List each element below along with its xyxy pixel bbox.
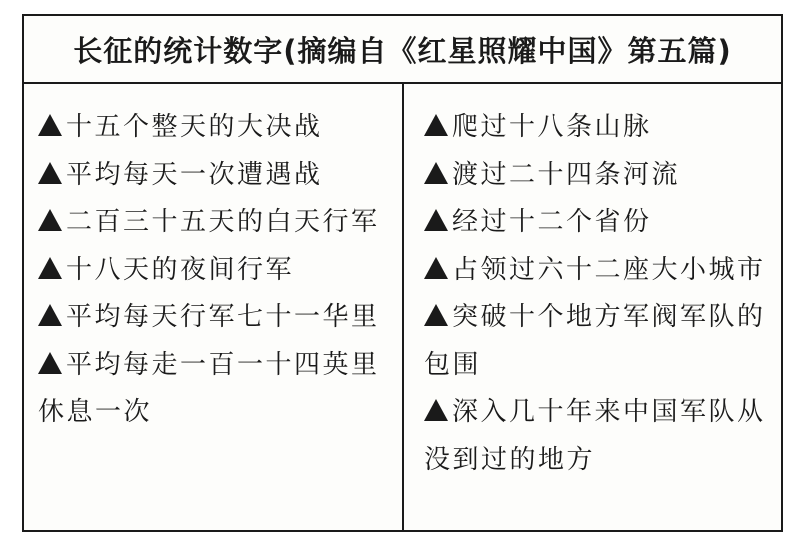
triangle-bullet-icon [424,162,448,184]
list-item: 渡过二十四条河流 [424,152,775,200]
table-title: 长征的统计数字(摘编自《红星照耀中国》第五篇) [24,16,781,84]
list-item: 经过十二个省份 [424,199,775,247]
list-item: 二百三十五天的白天行军 [38,199,396,247]
triangle-bullet-icon [38,114,62,136]
triangle-bullet-icon [424,257,448,279]
list-item: 平均每天行军七十一华里 [38,294,396,342]
list-item: 十五个整天的大决战 [38,104,396,152]
triangle-bullet-icon [38,209,62,231]
triangle-bullet-icon [424,114,448,136]
right-column [404,84,781,530]
list-item: 平均每天一次遭遇战 [38,152,396,200]
triangle-bullet-icon [38,257,62,279]
list-item: 平均每走一百一十四英里休息一次 [38,349,380,427]
list-item: 占领过六十二座大小城市 [424,247,775,295]
left-column [24,84,404,530]
list-item: 爬过十八条山脉 [424,104,775,152]
list-item: 深入几十年来中国军队从没到过的地方 [424,397,766,475]
triangle-bullet-icon [38,162,62,184]
triangle-bullet-icon [38,304,62,326]
triangle-bullet-icon [424,209,448,231]
triangle-bullet-icon [38,352,62,374]
triangle-bullet-icon [424,399,448,421]
statistics-table [22,14,783,532]
list-item: 十八天的夜间行军 [38,247,396,295]
triangle-bullet-icon [424,304,448,326]
list-item: 突破十个地方军阀军队的包围 [424,302,766,380]
